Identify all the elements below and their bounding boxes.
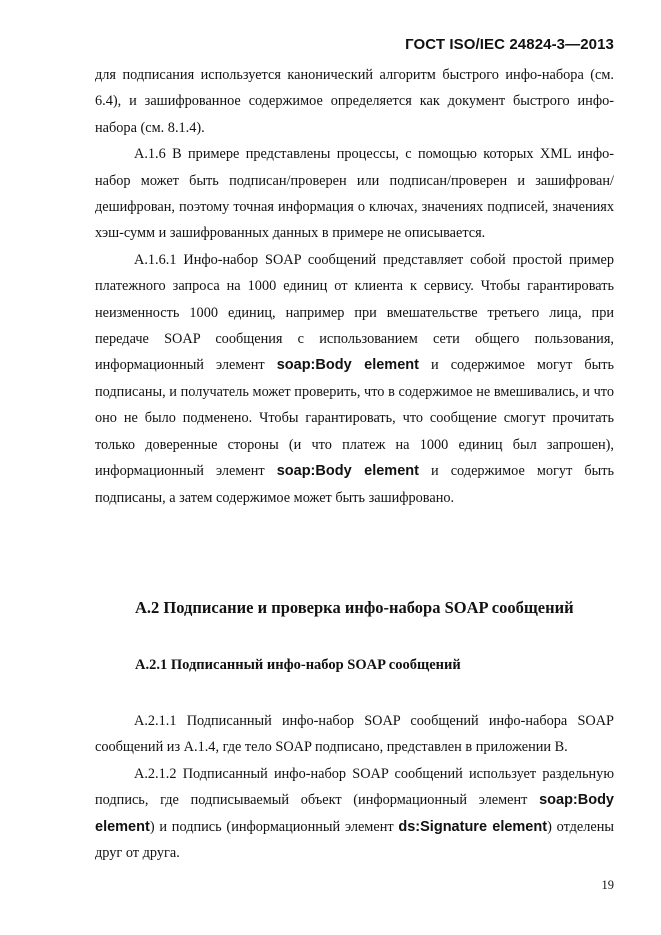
code-soap-body-3: soap:Body element [95, 792, 614, 835]
paragraph-a16: А.1.6 В примере представлены процессы, с помощью которых XML инфо-набор может быть подписан/проверен или подписан/проверен и зашифрован/дешифрован, поэтому точная информация о ключах, значениях подписей, значениях хэш-сумм и зашифрованных данных в примере не описывается. [95, 146, 614, 242]
page-number: 19 [601, 878, 614, 892]
standard-header: ГОСТ ISO/IEC 24824-3—2013 [405, 36, 614, 53]
paragraph-a161 [95, 247, 614, 511]
code-soap-body: soap:Body element [276, 357, 419, 374]
body-text-top [95, 62, 614, 511]
a212-text-3: ) отделены друг от друга. [95, 818, 614, 862]
code-soap-body-2: soap:Body element [276, 463, 419, 480]
section-heading: А.2 Подписание и проверка инфо-набора SOAP сообщений [135, 598, 574, 617]
intro-paragraph: для подписания используется канонический алгоритм быстрого инфо-набора (см. 6.4), и зашифрованное содержимое определяется как документ быстрого инфо-набора (см. 8.1.4). [95, 67, 614, 136]
subsection-heading: А.2.1 Подписанный инфо-набор SOAP сообщений [135, 657, 461, 673]
a212-text-1: А.2.1.2 Подписанный инфо-набор SOAP сообщений использует раздельную подпись, где подписываемый объект (информационный элемент [95, 765, 614, 809]
a212-text-2: ) и подпись (информационный элемент [149, 818, 399, 835]
paragraph-a212 [95, 761, 614, 867]
a161-text-3: и содержимое могут быть подписаны, а затем содержимое может быть зашифровано. [95, 463, 615, 506]
code-ds-signature: ds:Signature element [398, 818, 548, 835]
paragraph-a211: А.2.1.1 Подписанный инфо-набор SOAP сообщений инфо-набора SOAP сообщений из А.1.4, где тело SOAP подписано, представлен в приложении В. [95, 713, 614, 756]
body-text-bottom [95, 708, 614, 866]
a161-text-1: А.1.6.1 Инфо-набор SOAP сообщений представляет собой простой пример платежного запроса на 1000 единиц от клиента к сервису. Чтобы гарантировать неизменность 1000 единиц, например при вмешательстве третьего лица, при передаче SOAP сообщения с использованием сети общего пользования, информационный элемент [95, 251, 614, 374]
a161-text-2: и содержимое могут быть подписаны, и получатель может проверить, что в содержимое не вмешивались, и что оно не было подменено. Чтобы гарантировать, что сообщение смогут прочитать только доверенные стороны (и что платеж на 1000 единиц был запрошен), информационный элемент [95, 357, 615, 480]
